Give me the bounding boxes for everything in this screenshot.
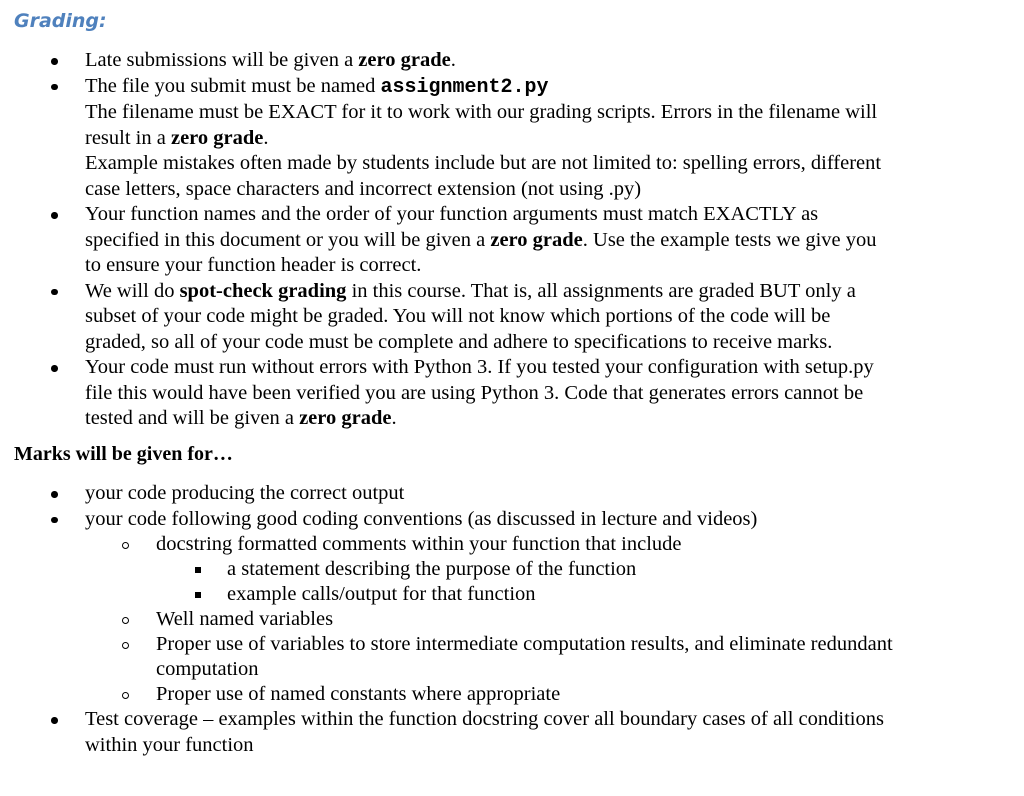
grading-list	[0, 48, 1000, 432]
grading-item-spot-check	[0, 279, 1000, 356]
line: to ensure your function header is correct.	[85, 254, 422, 276]
grading-item-late	[0, 48, 1000, 74]
grading-item-python3	[0, 355, 1000, 432]
marks-subitem-variables	[85, 607, 1000, 632]
line: graded, so all of your code must be complete and adhere to specifications to receive marks.	[85, 330, 833, 353]
line: tested and will be given a zero grade.	[85, 407, 397, 429]
line: Your function names and the order of your function arguments must match EXACTLY as	[85, 203, 819, 225]
line: your code following good coding conventions (as discussed in lecture and videos)	[85, 507, 758, 530]
marks-subitem-intermediate	[85, 632, 1000, 682]
marks-subitem-docstring	[85, 532, 1000, 607]
line: Proper use of variables to store intermediate computation results, and eliminate redundant	[156, 633, 893, 655]
line: Well named variables	[156, 608, 334, 630]
line: file this would have been verified you are using Python 3. Code that generates errors cannot be	[85, 381, 864, 404]
line: specified in this document or you will be given a zero grade. Use the example tests we give you	[85, 228, 877, 251]
line: Test coverage – examples within the function docstring cover all boundary cases of all conditions	[85, 708, 884, 730]
marks-list	[0, 481, 1000, 758]
line: Proper use of named constants where appropriate	[156, 683, 561, 705]
line: result in a zero grade.	[85, 126, 269, 149]
line: example calls/output for that function	[227, 583, 536, 605]
line: Late submissions will be given a zero grade.	[85, 49, 456, 71]
line: The filename must be EXACT for it to work with our grading scripts. Errors in the filename will	[85, 101, 878, 123]
line: case letters, space characters and incorrect extension (not using .py)	[85, 177, 642, 200]
line: We will do spot-check grading in this course. That is, all assignments are graded BUT only a	[85, 279, 856, 302]
grading-item-function-names	[0, 202, 1000, 279]
marks-subsubitem-examples	[156, 582, 1000, 607]
line: subset of your code might be graded. You will not know which portions of the code will be	[85, 305, 831, 327]
marks-item-output	[0, 481, 1000, 507]
line: docstring formatted comments within your function that include	[156, 533, 682, 555]
conventions-sublist	[85, 532, 1000, 707]
line: The file you submit must be named assignment2.py	[85, 74, 549, 99]
line: a statement describing the purpose of the function	[227, 558, 637, 580]
marks-item-conventions	[0, 507, 1000, 708]
grading-heading: Grading:	[14, 10, 107, 32]
line: Your code must run without errors with Python 3. If you tested your configuration with setup.py	[85, 356, 874, 378]
line: within your function	[85, 733, 254, 756]
docstring-sublist	[156, 557, 1000, 607]
marks-item-test-coverage	[0, 707, 1000, 758]
filename-code: assignment2.py	[380, 75, 549, 99]
marks-subitem-constants	[85, 682, 1000, 707]
grading-item-filename	[0, 74, 1000, 203]
marks-heading: Marks will be given for…	[14, 443, 233, 465]
line: your code producing the correct output	[85, 482, 405, 504]
marks-subsubitem-purpose	[156, 557, 1000, 582]
line: computation	[156, 658, 259, 680]
line: Example mistakes often made by students include but are not limited to: spelling errors, different	[85, 152, 882, 174]
